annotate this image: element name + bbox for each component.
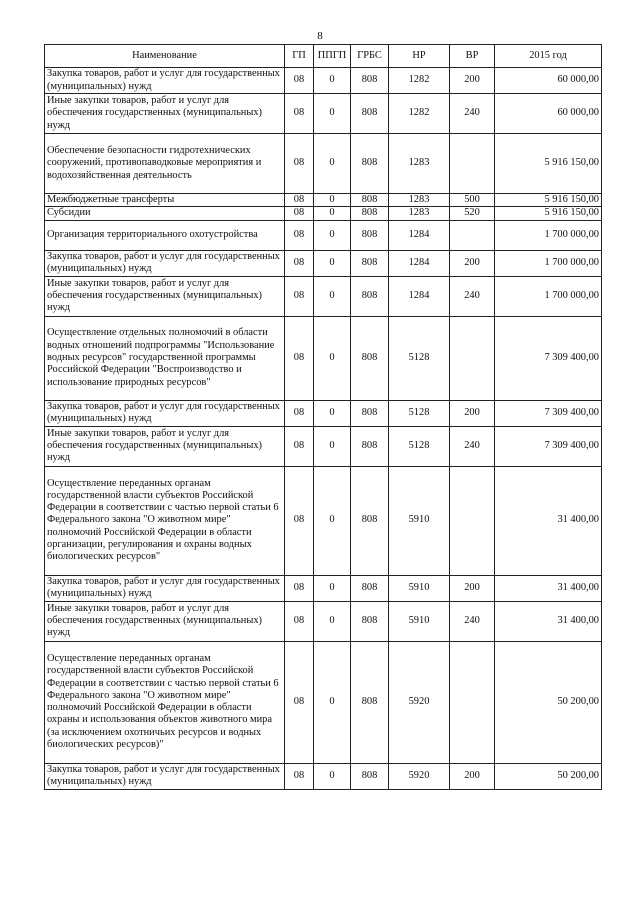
row-gp: 08	[285, 68, 314, 94]
row-grbs: 808	[351, 601, 389, 641]
row-nr: 5910	[389, 466, 450, 575]
row-nr: 1283	[389, 194, 450, 207]
row-nr: 5910	[389, 575, 450, 601]
row-gp: 08	[285, 641, 314, 763]
table-row	[45, 641, 602, 763]
table-row	[45, 134, 602, 194]
row-ppgp: 0	[314, 276, 351, 316]
row-name: Межбюджетные трансферты	[45, 194, 285, 207]
row-ppgp: 0	[314, 316, 351, 400]
row-vr	[450, 134, 495, 194]
row-ppgp: 0	[314, 250, 351, 276]
row-ppgp: 0	[314, 134, 351, 194]
row-name: Закупка товаров, работ и услуг для государственных (муниципальных) нужд	[45, 763, 285, 789]
table-row	[45, 194, 602, 207]
row-nr: 1283	[389, 134, 450, 194]
row-name: Осуществление переданных органам государственной власти субъектов Российской Федерации в соответствии с частью первой статьи 6 Федерального закона "О животном мире" полномочий Российской Федерации в области охраны и использования объектов животного мира (за исключением охотничьих ресурсов и водных биологических ресурсов)"	[45, 641, 285, 763]
row-grbs: 808	[351, 207, 389, 220]
row-grbs: 808	[351, 641, 389, 763]
row-nr: 1283	[389, 207, 450, 220]
row-vr: 200	[450, 68, 495, 94]
row-grbs: 808	[351, 68, 389, 94]
row-vr: 200	[450, 575, 495, 601]
row-gp: 08	[285, 400, 314, 426]
row-name: Иные закупки товаров, работ и услуг для обеспечения государственных (муниципальных) нужд	[45, 601, 285, 641]
row-gp: 08	[285, 220, 314, 250]
table-row	[45, 601, 602, 641]
row-name: Иные закупки товаров, работ и услуг для обеспечения государственных (муниципальных) нужд	[45, 94, 285, 134]
row-amount: 1 700 000,00	[495, 250, 602, 276]
row-nr: 5128	[389, 316, 450, 400]
row-ppgp: 0	[314, 763, 351, 789]
header-year: 2015 год	[495, 45, 602, 68]
table-row	[45, 763, 602, 789]
row-grbs: 808	[351, 316, 389, 400]
row-amount: 1 700 000,00	[495, 220, 602, 250]
row-name: Закупка товаров, работ и услуг для государственных (муниципальных) нужд	[45, 68, 285, 94]
header-nr: НР	[389, 45, 450, 68]
table-row	[45, 207, 602, 220]
row-vr	[450, 220, 495, 250]
row-amount: 5 916 150,00	[495, 194, 602, 207]
row-vr: 200	[450, 763, 495, 789]
row-grbs: 808	[351, 575, 389, 601]
row-vr: 200	[450, 400, 495, 426]
row-grbs: 808	[351, 466, 389, 575]
row-nr: 1284	[389, 276, 450, 316]
row-grbs: 808	[351, 763, 389, 789]
table-row	[45, 426, 602, 466]
row-name: Организация территориального охотустройства	[45, 220, 285, 250]
table-row	[45, 94, 602, 134]
row-gp: 08	[285, 763, 314, 789]
row-gp: 08	[285, 466, 314, 575]
row-grbs: 808	[351, 426, 389, 466]
row-vr	[450, 641, 495, 763]
row-grbs: 808	[351, 134, 389, 194]
row-nr: 1284	[389, 250, 450, 276]
row-vr: 240	[450, 601, 495, 641]
row-name: Закупка товаров, работ и услуг для государственных (муниципальных) нужд	[45, 400, 285, 426]
row-name: Иные закупки товаров, работ и услуг для обеспечения государственных (муниципальных) нужд	[45, 426, 285, 466]
table-row	[45, 466, 602, 575]
row-vr: 240	[450, 94, 495, 134]
table-row	[45, 220, 602, 250]
header-row	[45, 45, 602, 68]
row-nr: 5128	[389, 426, 450, 466]
row-amount: 31 400,00	[495, 575, 602, 601]
row-amount: 31 400,00	[495, 466, 602, 575]
row-ppgp: 0	[314, 207, 351, 220]
row-name: Субсидии	[45, 207, 285, 220]
row-amount: 60 000,00	[495, 68, 602, 94]
row-vr: 240	[450, 426, 495, 466]
row-ppgp: 0	[314, 220, 351, 250]
table-row	[45, 276, 602, 316]
row-gp: 08	[285, 316, 314, 400]
table-row	[45, 575, 602, 601]
row-name: Закупка товаров, работ и услуг для государственных (муниципальных) нужд	[45, 575, 285, 601]
row-grbs: 808	[351, 250, 389, 276]
row-vr: 240	[450, 276, 495, 316]
header-ppgp: ППГП	[314, 45, 351, 68]
row-name: Закупка товаров, работ и услуг для государственных (муниципальных) нужд	[45, 250, 285, 276]
table-row	[45, 316, 602, 400]
row-ppgp: 0	[314, 426, 351, 466]
row-vr	[450, 316, 495, 400]
row-nr: 5920	[389, 763, 450, 789]
row-gp: 08	[285, 250, 314, 276]
row-name: Обеспечение безопасности гидротехнических сооружений, противопаводковые мероприятия и водохозяйственная деятельность	[45, 134, 285, 194]
row-nr: 1284	[389, 220, 450, 250]
row-gp: 08	[285, 276, 314, 316]
row-nr: 5920	[389, 641, 450, 763]
row-amount: 5 916 150,00	[495, 207, 602, 220]
row-vr	[450, 466, 495, 575]
row-nr: 1282	[389, 94, 450, 134]
row-amount: 1 700 000,00	[495, 276, 602, 316]
row-amount: 7 309 400,00	[495, 316, 602, 400]
row-gp: 08	[285, 601, 314, 641]
row-name: Осуществление отдельных полномочий в области водных отношений подпрограммы "Использование водных ресурсов" государственной программы Российской Федерации "Воспроизводство и использование природных ресурсов"	[45, 316, 285, 400]
row-ppgp: 0	[314, 68, 351, 94]
row-gp: 08	[285, 94, 314, 134]
row-vr: 200	[450, 250, 495, 276]
row-grbs: 808	[351, 220, 389, 250]
row-ppgp: 0	[314, 466, 351, 575]
row-vr: 500	[450, 194, 495, 207]
header-vr: ВР	[450, 45, 495, 68]
row-amount: 31 400,00	[495, 601, 602, 641]
row-ppgp: 0	[314, 601, 351, 641]
row-nr: 5128	[389, 400, 450, 426]
row-amount: 50 200,00	[495, 641, 602, 763]
row-ppgp: 0	[314, 575, 351, 601]
row-grbs: 808	[351, 94, 389, 134]
row-grbs: 808	[351, 276, 389, 316]
row-nr: 5910	[389, 601, 450, 641]
row-ppgp: 0	[314, 400, 351, 426]
table-row	[45, 68, 602, 94]
row-amount: 7 309 400,00	[495, 400, 602, 426]
page-number: 8	[317, 30, 323, 42]
row-grbs: 808	[351, 400, 389, 426]
table-row	[45, 400, 602, 426]
row-ppgp: 0	[314, 94, 351, 134]
table-row	[45, 250, 602, 276]
row-ppgp: 0	[314, 194, 351, 207]
row-grbs: 808	[351, 194, 389, 207]
row-vr: 520	[450, 207, 495, 220]
row-amount: 7 309 400,00	[495, 426, 602, 466]
row-gp: 08	[285, 426, 314, 466]
row-gp: 08	[285, 194, 314, 207]
row-gp: 08	[285, 134, 314, 194]
row-amount: 5 916 150,00	[495, 134, 602, 194]
header-name: Наименование	[45, 45, 285, 68]
header-grbs: ГРБС	[351, 45, 389, 68]
row-ppgp: 0	[314, 641, 351, 763]
header-gp: ГП	[285, 45, 314, 68]
row-nr: 1282	[389, 68, 450, 94]
row-name: Иные закупки товаров, работ и услуг для обеспечения государственных (муниципальных) нужд	[45, 276, 285, 316]
budget-table	[44, 44, 602, 790]
row-gp: 08	[285, 575, 314, 601]
row-gp: 08	[285, 207, 314, 220]
row-name: Осуществление переданных органам государственной власти субъектов Российской Федерации в соответствии с частью первой статьи 6 Федерального закона "О животном мире" полномочий Российской Федерации в области организации, регулирования и охраны водных биологических ресурсов"	[45, 466, 285, 575]
row-amount: 60 000,00	[495, 94, 602, 134]
row-amount: 50 200,00	[495, 763, 602, 789]
